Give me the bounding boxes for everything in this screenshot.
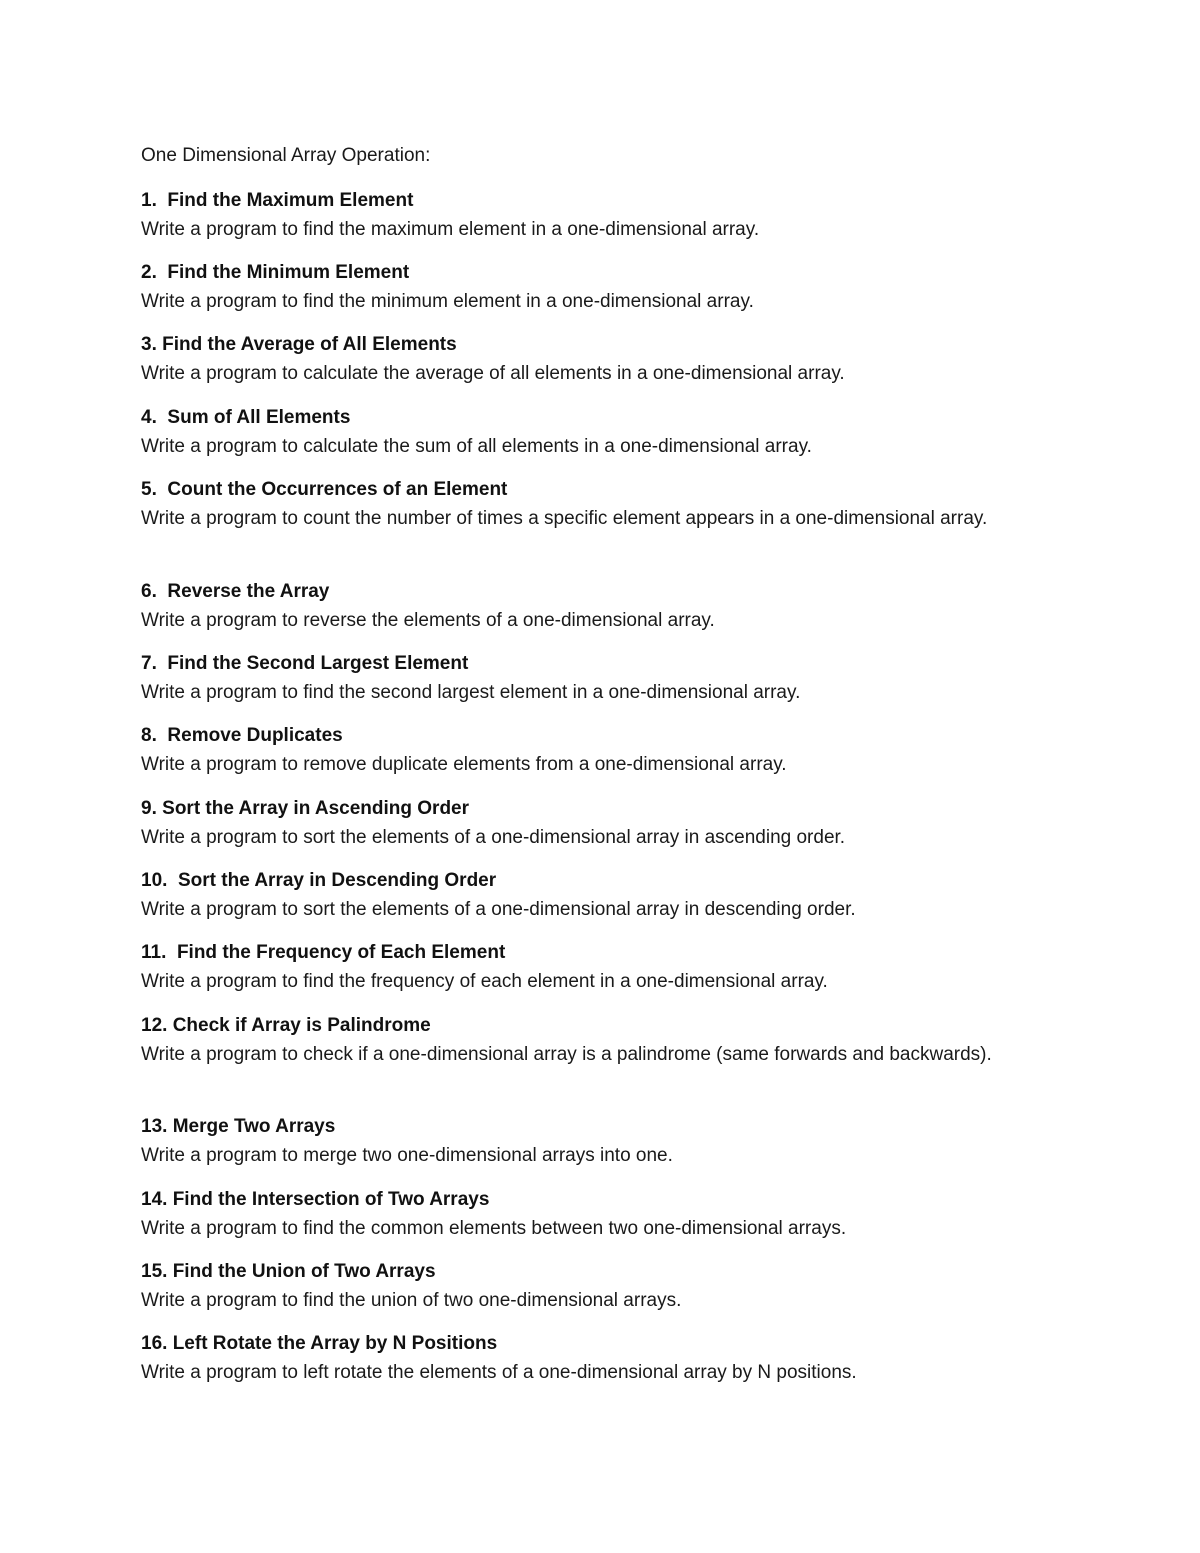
task-title-text: Merge Two Arrays bbox=[172, 1116, 336, 1137]
task-description: Write a program to find the second largest element in a one-dimensional array. bbox=[141, 682, 801, 703]
task-description: Write a program to check if a one-dimensional array is a palindrome (same forwards and backwards). bbox=[141, 1044, 992, 1065]
task-title bbox=[141, 188, 1041, 214]
task-description: Write a program to find the frequency of each element in a one-dimensional array. bbox=[141, 971, 828, 992]
task-description: Write a program to calculate the sum of all elements in a one-dimensional array. bbox=[141, 436, 812, 457]
task-number: 16. bbox=[141, 1333, 168, 1354]
task-number: 6. bbox=[141, 581, 157, 602]
task-title-text: Find the Maximum Element bbox=[167, 190, 414, 211]
task-description: Write a program to sort the elements of a one-dimensional array in ascending order. bbox=[141, 827, 846, 848]
task-number: 11. bbox=[141, 942, 167, 963]
task-title bbox=[141, 940, 1041, 966]
task-item bbox=[141, 188, 1041, 245]
task-item bbox=[141, 1013, 1041, 1070]
task-number: 13. bbox=[141, 1116, 168, 1137]
task-title-text: Find the Second Largest Element bbox=[167, 653, 469, 674]
task-number: 9. bbox=[141, 798, 157, 819]
task-item bbox=[141, 796, 1041, 853]
task-number: 3. bbox=[141, 334, 157, 355]
task-number: 2. bbox=[141, 262, 157, 283]
task-title-text: Find the Union of Two Arrays bbox=[172, 1261, 436, 1282]
task-description: Write a program to find the maximum element in a one-dimensional array. bbox=[141, 219, 760, 240]
task-description: Write a program to calculate the average of all elements in a one-dimensional array. bbox=[141, 363, 845, 384]
task-item bbox=[141, 1259, 1041, 1316]
task-description: Write a program to find the union of two one-dimensional arrays. bbox=[141, 1290, 682, 1311]
task-description: Write a program to merge two one-dimensional arrays into one. bbox=[141, 1145, 673, 1166]
task-item bbox=[141, 1331, 1041, 1388]
task-description: Write a program to count the number of times a specific element appears in a one-dimensional array. bbox=[141, 508, 988, 529]
task-title-text: Find the Average of All Elements bbox=[162, 334, 457, 355]
task-item bbox=[141, 260, 1041, 317]
task-number: 15. bbox=[141, 1261, 168, 1282]
task-title bbox=[141, 579, 1041, 605]
task-item bbox=[141, 477, 1041, 534]
task-title bbox=[141, 723, 1041, 749]
task-number: 14. bbox=[141, 1189, 168, 1210]
task-item bbox=[141, 405, 1041, 462]
task-item bbox=[141, 940, 1041, 997]
task-item bbox=[141, 579, 1041, 636]
task-number: 5. bbox=[141, 479, 157, 500]
task-title bbox=[141, 332, 1041, 358]
document-heading: One Dimensional Array Operation: bbox=[141, 145, 431, 166]
task-title bbox=[141, 260, 1041, 286]
task-title-text: Left Rotate the Array by N Positions bbox=[172, 1333, 498, 1354]
task-description: Write a program to remove duplicate elements from a one-dimensional array. bbox=[141, 754, 787, 775]
task-title bbox=[141, 1259, 1041, 1285]
task-description: Write a program to sort the elements of a one-dimensional array in descending order. bbox=[141, 899, 856, 920]
task-item bbox=[141, 1114, 1041, 1171]
task-title bbox=[141, 1187, 1041, 1213]
task-title-text: Check if Array is Palindrome bbox=[172, 1015, 431, 1036]
task-item bbox=[141, 868, 1041, 925]
task-number: 8. bbox=[141, 725, 157, 746]
task-title-text: Find the Minimum Element bbox=[167, 262, 410, 283]
task-number: 4. bbox=[141, 407, 157, 428]
task-title bbox=[141, 796, 1041, 822]
task-number: 12. bbox=[141, 1015, 168, 1036]
task-title-text: Count the Occurrences of an Element bbox=[167, 479, 508, 500]
task-title-text: Find the Intersection of Two Arrays bbox=[172, 1189, 490, 1210]
task-item bbox=[141, 1187, 1041, 1244]
task-title bbox=[141, 1114, 1041, 1140]
task-item bbox=[141, 651, 1041, 708]
task-title-text: Sort the Array in Ascending Order bbox=[162, 798, 470, 819]
task-title bbox=[141, 651, 1041, 677]
task-title-text: Remove Duplicates bbox=[167, 725, 343, 746]
task-item bbox=[141, 723, 1041, 780]
task-title bbox=[141, 477, 1041, 503]
task-title-text: Sum of All Elements bbox=[167, 407, 351, 428]
task-title-text: Find the Frequency of Each Element bbox=[176, 942, 506, 963]
task-title bbox=[141, 868, 1041, 894]
task-title bbox=[141, 1013, 1041, 1039]
task-description: Write a program to find the minimum element in a one-dimensional array. bbox=[141, 291, 754, 312]
task-item bbox=[141, 332, 1041, 389]
task-title bbox=[141, 405, 1041, 431]
task-description: Write a program to left rotate the elements of a one-dimensional array by N positions. bbox=[141, 1362, 857, 1383]
task-description: Write a program to find the common elements between two one-dimensional arrays. bbox=[141, 1218, 847, 1239]
task-title bbox=[141, 1331, 1041, 1357]
task-number: 1. bbox=[141, 190, 157, 211]
task-title-text: Sort the Array in Descending Order bbox=[177, 870, 497, 891]
task-number: 7. bbox=[141, 653, 157, 674]
task-description: Write a program to reverse the elements of a one-dimensional array. bbox=[141, 610, 715, 631]
task-number: 10. bbox=[141, 870, 168, 891]
task-title-text: Reverse the Array bbox=[167, 581, 330, 602]
